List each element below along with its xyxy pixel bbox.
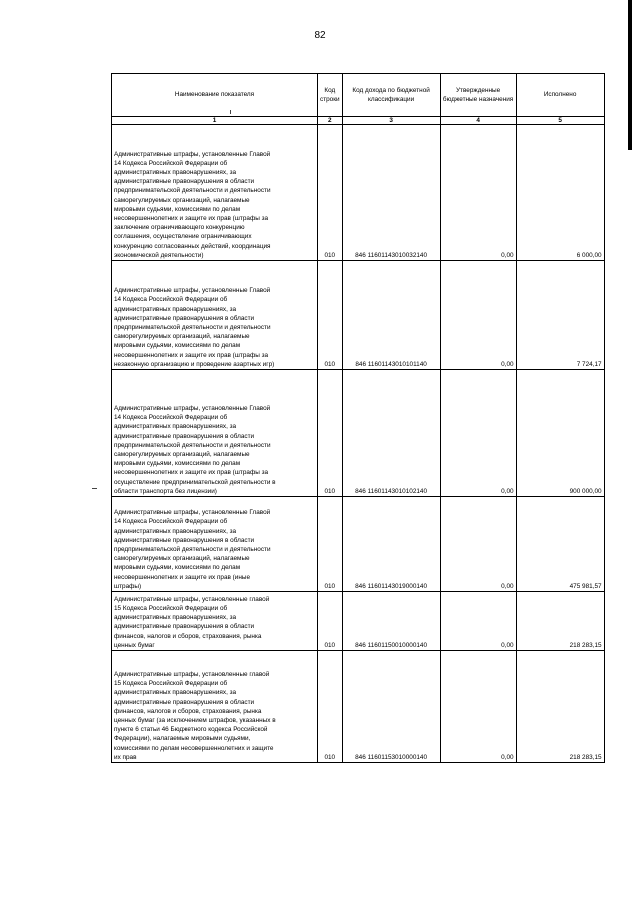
indicator-name-line: конкуренцию согласованных действий, координация	[114, 242, 271, 250]
executed-amount: 475 981,57	[516, 497, 604, 592]
indicator-name-line: административных правонарушениях, за	[114, 614, 237, 622]
indicator-name-line: мировыми судьями, комиссиями по делам	[114, 460, 241, 468]
indicator-name-line: несовершеннолетних и защите их прав (штрафы за	[114, 469, 269, 477]
line-code: 010	[318, 651, 343, 763]
indicator-name-line: Административные штрафы, установленные Главой	[114, 509, 271, 517]
indicator-name	[112, 651, 318, 763]
indicator-name-line: их прав	[114, 753, 137, 761]
table-row	[112, 370, 605, 497]
indicator-name-line: административных правонарушениях, за	[114, 527, 237, 535]
table-row	[112, 592, 605, 651]
indicator-name-line: предпринимательской деятельности и деятельности	[114, 187, 271, 195]
approved-amount: 0,00	[440, 125, 516, 261]
indicator-name-line: несовершеннолетних и защите их прав (штрафы за	[114, 351, 269, 359]
column-number: 2	[318, 117, 343, 125]
line-code: 010	[318, 261, 343, 370]
executed-amount: 7 724,17	[516, 261, 604, 370]
indicator-name-line: Административные штрафы, установленные Главой	[114, 287, 271, 295]
column-number: 4	[440, 117, 516, 125]
executed-amount: 6 000,00	[516, 125, 604, 261]
indicator-name-line: 15 Кодекса Российской Федерации об	[114, 604, 228, 612]
indicator-name-line: административные правонарушения в области	[114, 698, 255, 706]
indicator-name-line: комиссиями по делам несовершеннолетних и защите	[114, 744, 274, 752]
approved-amount: 0,00	[440, 651, 516, 763]
indicator-name	[112, 125, 318, 261]
line-code: 010	[318, 370, 343, 497]
indicator-name	[112, 261, 318, 370]
budget-classification-code: 846 11601143010101140	[342, 261, 440, 370]
column-numbers-row	[112, 117, 605, 125]
indicator-name-line: 15 Кодекса Российской Федерации об	[114, 680, 228, 688]
budget-classification-code: 846 11601143010032140	[342, 125, 440, 261]
column-number: 3	[342, 117, 440, 125]
indicator-name-line: 14 Кодекса Российской Федерации об	[114, 518, 228, 526]
indicator-name-line: саморегулируемых организаций, налагаемые	[114, 450, 250, 458]
indicator-name-line: административные правонарушения в области	[114, 432, 255, 440]
indicator-name-line: мировыми судьями, комиссиями по делам	[114, 564, 241, 572]
scan-edge-mark	[628, 0, 632, 150]
column-number: 1	[112, 117, 318, 125]
executed-amount: 218 283,15	[516, 592, 604, 651]
approved-amount: 0,00	[440, 592, 516, 651]
executed-amount: 900 000,00	[516, 370, 604, 497]
indicator-name-line: финансов, налогов и сборов, страхования, рынка	[114, 632, 262, 640]
indicator-name-line: штрафы)	[114, 582, 142, 590]
approved-amount: 0,00	[440, 370, 516, 497]
indicator-name-line: 14 Кодекса Российской Федерации об	[114, 296, 228, 304]
header-approved: Утвержденные бюджетные назначения	[440, 74, 516, 117]
table-row	[112, 651, 605, 763]
indicator-name-line: Федерации), налагаемые мировыми судьями,	[114, 735, 251, 743]
revenue-table	[111, 73, 605, 763]
indicator-name	[112, 497, 318, 592]
indicator-name-line: административные правонарушения в области	[114, 623, 255, 631]
line-code: 010	[318, 592, 343, 651]
indicator-name-line: административные правонарушения в области	[114, 314, 255, 322]
column-number: 5	[516, 117, 604, 125]
indicator-name-line: административных правонарушениях, за	[114, 689, 237, 697]
indicator-name	[112, 592, 318, 651]
indicator-name-line: административных правонарушениях, за	[114, 423, 237, 431]
indicator-name-line: саморегулируемых организаций, налагаемые	[114, 555, 250, 563]
indicator-name-line: экономической деятельности)	[114, 251, 204, 259]
indicator-name-line: финансов, налогов и сборов, страхования, рынка	[114, 707, 262, 715]
indicator-name-line: ценных бумаг	[114, 641, 155, 649]
executed-amount: 218 283,15	[516, 651, 604, 763]
line-code: 010	[318, 125, 343, 261]
scan-dash-mark	[92, 488, 97, 489]
indicator-name-line: Административные штрафы, установленные Главой	[114, 150, 271, 158]
indicator-name-line: незаконную организацию и проведение азартных игр)	[114, 360, 275, 368]
indicator-name-line: заключение ограничивающего конкуренцию	[114, 224, 245, 232]
indicator-name-line: административные правонарушения в области	[114, 178, 255, 186]
indicator-name-line: Административные штрафы, установленные главой	[114, 670, 270, 678]
table-row	[112, 125, 605, 261]
indicator-name-line: соглашения, осуществление ограничивающих	[114, 233, 252, 241]
indicator-name-line: предпринимательской деятельности и деятельности	[114, 441, 271, 449]
table-row	[112, 497, 605, 592]
page-number: 82	[314, 30, 326, 41]
indicator-name-line: пункте 6 статьи 46 Бюджетного кодекса Российской	[114, 726, 268, 734]
indicator-name-line: мировыми судьями, комиссиями по делам	[114, 205, 241, 213]
budget-classification-code: 846 11601143019000140	[342, 497, 440, 592]
header-kbk: Код дохода по бюджетной классификации	[342, 74, 440, 117]
indicator-name-line: несовершеннолетних и защите их прав (иные	[114, 573, 251, 581]
indicator-name-line: 14 Кодекса Российской Федерации об	[114, 159, 228, 167]
budget-classification-code: 846 11601150010000140	[342, 592, 440, 651]
approved-amount: 0,00	[440, 497, 516, 592]
approved-amount: 0,00	[440, 261, 516, 370]
indicator-name-line: области транспорта без лицензии)	[114, 487, 217, 495]
indicator-name-line: осуществление предпринимательской деятельности в	[114, 478, 276, 486]
indicator-name-line: 14 Кодекса Российской Федерации об	[114, 414, 228, 422]
indicator-name-line: Административные штрафы, установленные Главой	[114, 404, 271, 412]
indicator-name-line: мировыми судьями, комиссиями по делам	[114, 342, 241, 350]
header-executed: Исполнено	[516, 74, 604, 117]
indicator-name-line: административных правонарушениях, за	[114, 168, 237, 176]
table-row	[112, 261, 605, 370]
indicator-name-line: несовершеннолетних и защите их прав (штрафы за	[114, 214, 269, 222]
line-code: 010	[318, 497, 343, 592]
indicator-name-line: административных правонарушениях, за	[114, 305, 237, 313]
table-body	[112, 125, 605, 763]
budget-classification-code: 846 11601143010102140	[342, 370, 440, 497]
indicator-name-line: предпринимательской деятельности и деятельности	[114, 323, 271, 331]
header-code: Код строки	[318, 74, 343, 117]
table-header-row	[112, 74, 605, 117]
header-name: Наименование показателя	[112, 74, 318, 117]
indicator-name	[112, 370, 318, 497]
budget-classification-code: 846 11601153010000140	[342, 651, 440, 763]
indicator-name-line: саморегулируемых организаций, налагаемые	[114, 196, 250, 204]
indicator-name-line: Административные штрафы, установленные главой	[114, 595, 270, 603]
indicator-name-line: предпринимательской деятельности и деятельности	[114, 545, 271, 553]
indicator-name-line: административные правонарушения в области	[114, 536, 255, 544]
indicator-name-line: саморегулируемых организаций, налагаемые	[114, 333, 250, 341]
indicator-name-line: ценных бумаг (за исключением штрафов, указанных в	[114, 716, 276, 724]
